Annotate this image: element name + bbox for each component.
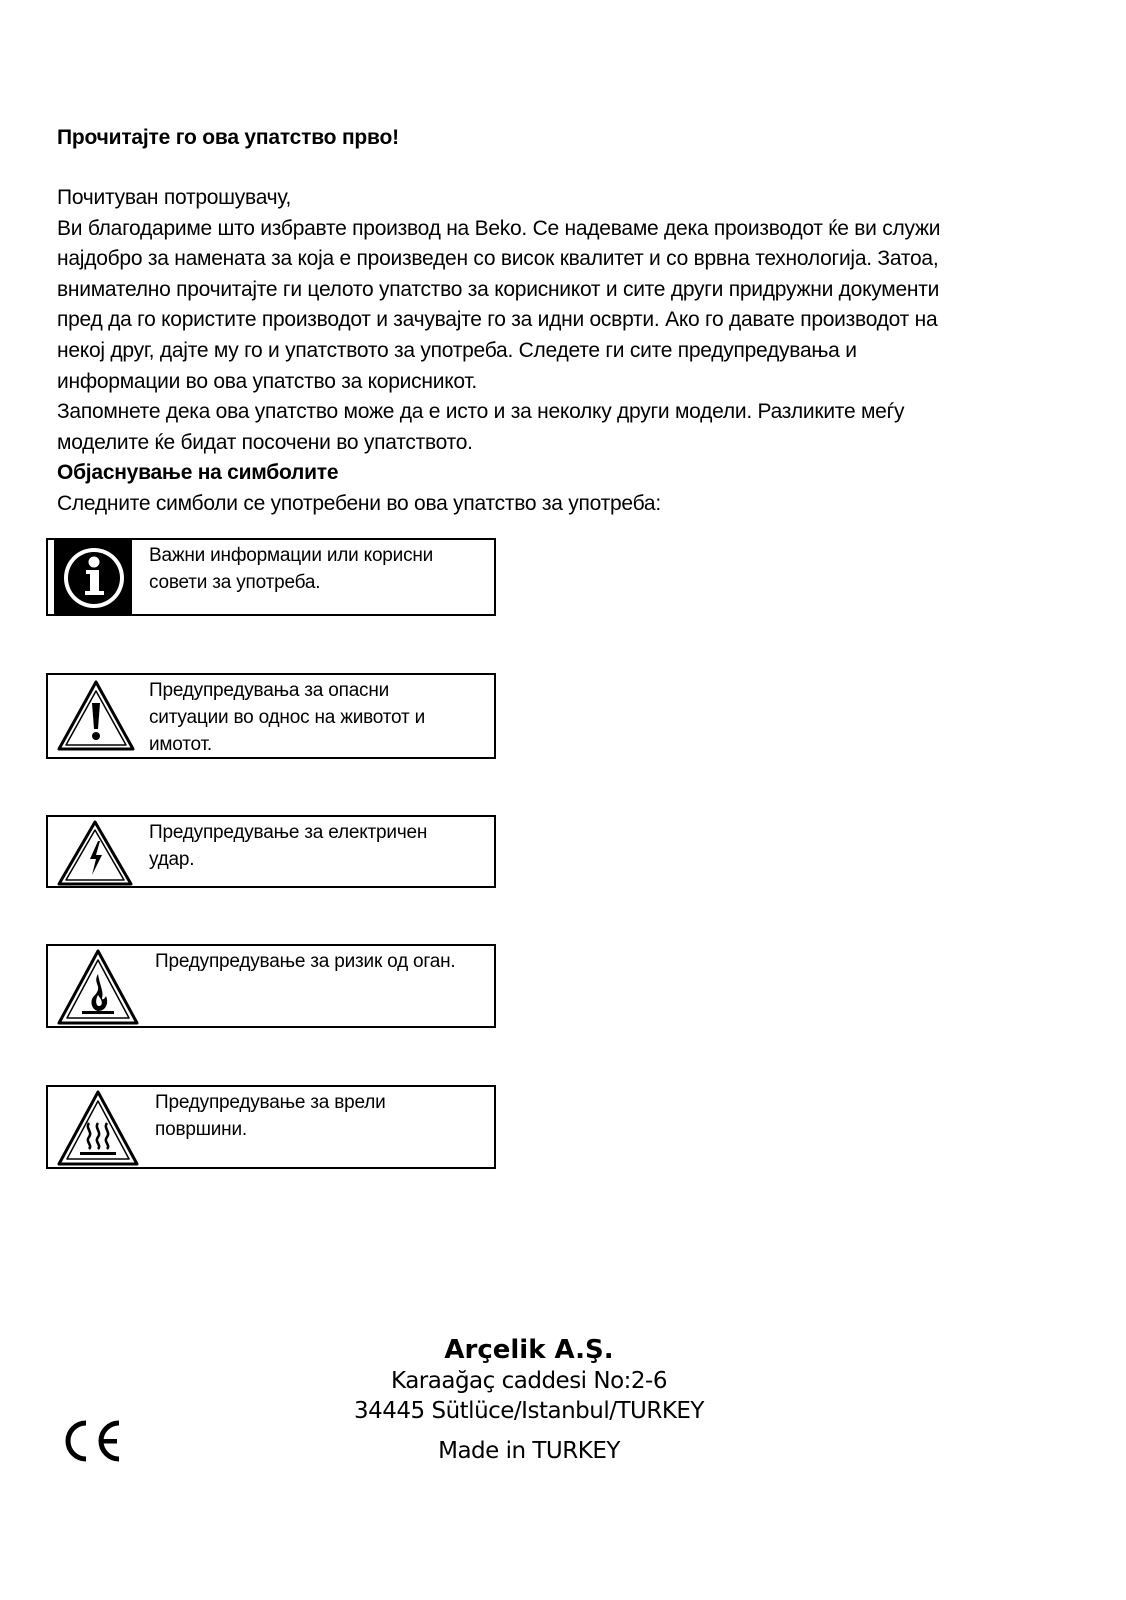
electric-shock-icon [56, 819, 134, 887]
symbol-text [149, 542, 433, 596]
hot-surface-icon [56, 1089, 140, 1167]
symbol-box-fire [46, 944, 496, 1028]
company-name: Arçelik A.Ş. [444, 1335, 614, 1365]
intro-line: моделите ќе бидат посочени во упатството. [57, 430, 473, 454]
symbol-line: Предупредување за ризик од оган. [155, 951, 456, 972]
intro-line: информации во ова упатство за корисникот. [57, 369, 477, 393]
symbol-line: Предупредување за електричен [149, 822, 428, 843]
symbol-box-hot-surface [46, 1085, 496, 1169]
company-info [344, 1334, 714, 1466]
intro-text [57, 183, 1077, 520]
ce-mark-icon [57, 1420, 123, 1462]
warning-icon [56, 679, 136, 753]
page-heading: Прочитајте го ова упатство прво! [57, 126, 399, 149]
symbol-line: имотот. [149, 734, 212, 755]
company-city: 34445 Sütlüce/Istanbul/TURKEY [354, 1398, 704, 1424]
symbol-line: удар. [149, 849, 195, 870]
symbols-heading: Објаснување на симболите [57, 461, 339, 485]
symbol-line: Предупредување за врели [155, 1092, 386, 1113]
symbol-text [155, 1089, 386, 1143]
intro-line: најдобро за намената за која е произведен со висок квалитет и со врвна технологија. Затоа, [57, 247, 939, 271]
symbols-intro: Следните симболи се употребени во ова упатство за употреба: [57, 491, 661, 515]
made-in-label: Made in TURKEY [438, 1438, 620, 1464]
symbol-line: совети за употреба. [149, 572, 321, 593]
intro-line: Запомнете дека ова упатство може да е исто и за неколку други модели. Разликите меѓу [57, 400, 905, 424]
symbol-text [149, 677, 425, 758]
symbol-line: Предупредувања за опасни [149, 680, 390, 701]
fire-hazard-icon [56, 948, 140, 1026]
symbol-box-warning [46, 673, 496, 759]
intro-line: Почитуван потрошувачу, [57, 186, 292, 209]
symbol-box-info [46, 538, 496, 616]
symbol-line: површини. [155, 1119, 247, 1140]
intro-line: пред да го користите производот и зачувајте го за идни осврти. Ако го давате производот на [57, 308, 938, 332]
symbol-text [155, 948, 455, 975]
symbol-line: ситуации во однос на животот и [149, 707, 425, 728]
symbol-line: Важни информации или корисни [149, 545, 434, 566]
info-icon [54, 540, 132, 614]
symbol-text [149, 819, 427, 873]
intro-line: некој друг, дајте му го и упатството за употреба. Следете ги сите предупредувања и [57, 338, 857, 362]
symbol-box-electric [46, 815, 496, 888]
intro-line: внимателно прочитајте ги целото упатство за корисникот и сите други придружни документи [57, 277, 940, 301]
company-street: Karaağaç caddesi No:2-6 [391, 1368, 667, 1394]
intro-line: Ви благодариме што избравте производ на Beko. Се надеваме дека производот ќе ви служи [57, 216, 941, 240]
